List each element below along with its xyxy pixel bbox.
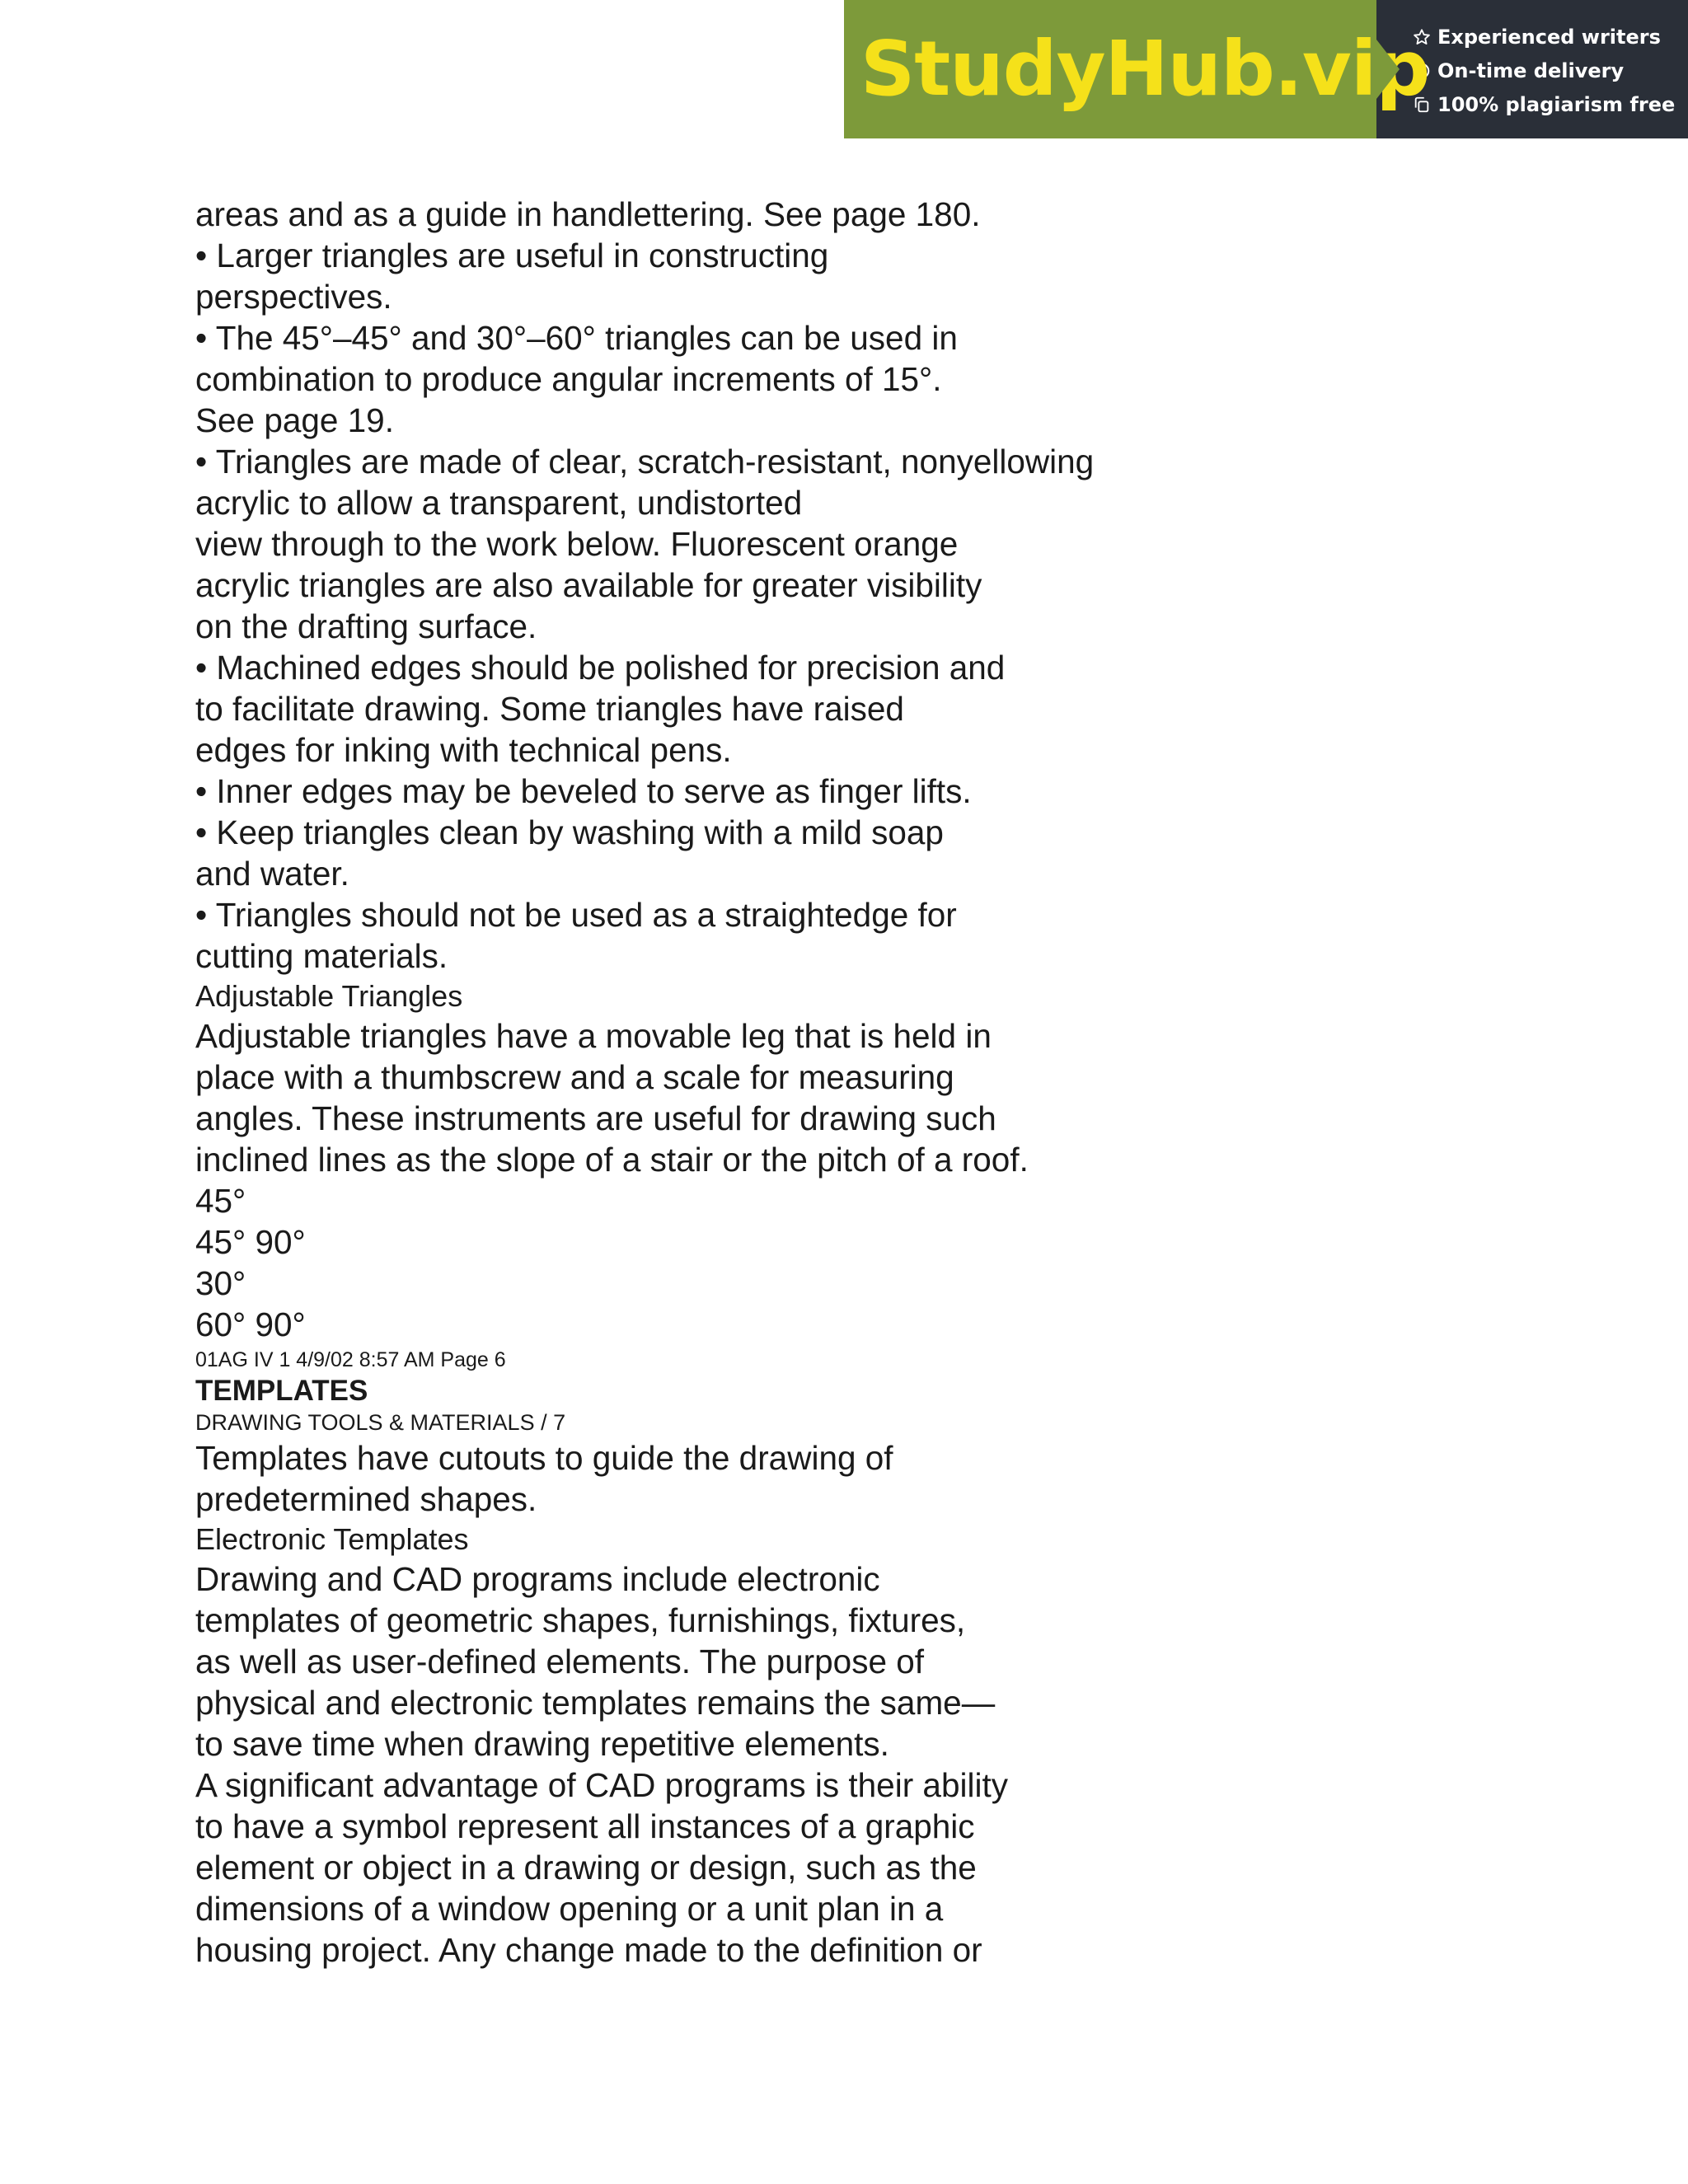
text-line: to save time when drawing repetitive elements.	[195, 1725, 889, 1763]
text-line: Drawing and CAD programs include electronic	[195, 1560, 880, 1598]
text-line: 60° 90°	[195, 1305, 306, 1343]
text-line: templates of geometric shapes, furnishings, fixtures,	[195, 1601, 966, 1639]
text-line: element or object in a drawing or design, such as the	[195, 1849, 977, 1886]
feature-label: 100% plagiarism free	[1437, 92, 1676, 116]
text-line: predetermined shapes.	[195, 1480, 537, 1518]
text-line: • Inner edges may be beveled to serve as finger lifts.	[195, 772, 972, 810]
text-line: angles. These instruments are useful for drawing such	[195, 1099, 996, 1137]
text-line: cutting materials.	[195, 937, 448, 975]
feature-label: Experienced writers	[1437, 25, 1661, 49]
logo-text: StudyHub.vip	[860, 25, 1430, 113]
text-line: See page 19.	[195, 401, 394, 439]
text-line: and water.	[195, 855, 349, 893]
page-stamp: 01AG IV 1 4/9/02 8:57 AM Page 6	[195, 1348, 506, 1371]
text-line: 30°	[195, 1264, 246, 1302]
text-line: • The 45°–45° and 30°–60° triangles can be used in	[195, 319, 958, 357]
text-line: to have a symbol represent all instances of a graphic	[195, 1807, 975, 1845]
text-line: A significant advantage of CAD programs is their ability	[195, 1766, 1008, 1804]
feature-on-time-delivery	[1413, 54, 1688, 87]
text-line: perspectives.	[195, 278, 392, 316]
text-line: 45°	[195, 1182, 246, 1220]
banner-logo[interactable]	[844, 0, 1430, 138]
text-line: on the drafting surface.	[195, 607, 537, 645]
text-line: dimensions of a window opening or a unit plan in a	[195, 1890, 944, 1928]
text-line: • Triangles should not be used as a straightedge for	[195, 896, 957, 934]
text-line: physical and electronic templates remains the same—	[195, 1684, 996, 1722]
text-line: combination to produce angular increments of 15°.	[195, 360, 942, 398]
text-line: acrylic to allow a transparent, undistorted	[195, 484, 803, 522]
studyhub-banner[interactable]	[844, 0, 1688, 138]
text-line: acrylic triangles are also available for greater visibility	[195, 566, 982, 604]
text-line: housing project. Any change made to the definition or	[195, 1931, 982, 1969]
feature-label: On-time delivery	[1437, 59, 1625, 82]
text-line: 45° 90°	[195, 1223, 306, 1261]
running-header: DRAWING TOOLS & MATERIALS / 7	[195, 1410, 566, 1435]
text-line: edges for inking with technical pens.	[195, 731, 732, 769]
text-line: inclined lines as the slope of a stair or the pitch of a roof.	[195, 1141, 1029, 1179]
section-subheading: Electronic Templates	[195, 1522, 469, 1556]
text-line: Templates have cutouts to guide the drawing of	[195, 1439, 893, 1477]
document-body	[195, 194, 1448, 1971]
feature-experienced-writers	[1413, 20, 1688, 54]
section-subheading: Adjustable Triangles	[195, 979, 463, 1013]
text-line: • Machined edges should be polished for precision and	[195, 649, 1006, 687]
text-line: areas and as a guide in handlettering. See page 180.	[195, 195, 981, 233]
text-line: Adjustable triangles have a movable leg that is held in	[195, 1017, 992, 1055]
text-line: • Keep triangles clean by washing with a mild soap	[195, 813, 944, 851]
text-line: place with a thumbscrew and a scale for measuring	[195, 1058, 954, 1096]
text-line: to facilitate drawing. Some triangles have raised	[195, 690, 904, 728]
section-heading: TEMPLATES	[195, 1375, 368, 1407]
feature-plagiarism-free	[1413, 87, 1688, 121]
text-line: • Triangles are made of clear, scratch-resistant, nonyellowing	[195, 443, 1095, 480]
text-line: view through to the work below. Fluorescent orange	[195, 525, 959, 563]
banner-arrow-shape	[1376, 40, 1400, 99]
text-line: as well as user-defined elements. The purpose of	[195, 1643, 924, 1680]
text-line: • Larger triangles are useful in constructing	[195, 237, 829, 274]
